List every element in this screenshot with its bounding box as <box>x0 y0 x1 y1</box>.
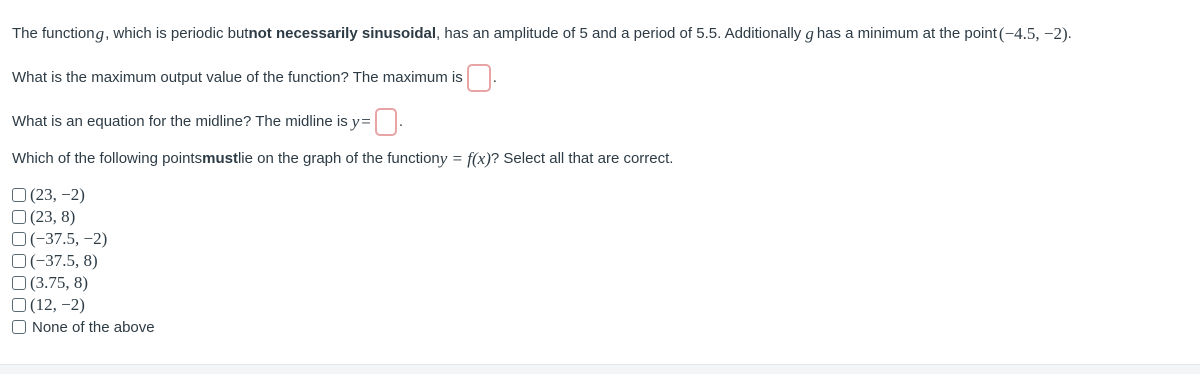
midline-prompt: What is an equation for the midline? The midline is <box>12 113 348 130</box>
option-4[interactable] <box>12 250 155 272</box>
points-text-1: Which of the following points <box>12 150 203 167</box>
option-2-label: (23, 8) <box>30 207 76 226</box>
intro-var-g: g <box>95 24 105 43</box>
intro-text-5: . <box>1067 25 1072 42</box>
intro-var-g2: g <box>805 24 814 43</box>
question-midline <box>12 108 403 136</box>
midline-period: . <box>398 113 404 130</box>
option-none[interactable] <box>12 316 155 338</box>
option-none-label: None of the above <box>32 318 155 336</box>
option-5[interactable] <box>12 272 155 294</box>
option-5-label: (3.75, 8) <box>30 273 89 292</box>
option-none-checkbox[interactable] <box>12 320 26 334</box>
option-1-checkbox[interactable] <box>12 188 26 202</box>
option-4-label: (−37.5, 8) <box>30 251 98 270</box>
option-6-checkbox[interactable] <box>12 298 26 312</box>
page-footer-divider <box>0 364 1200 374</box>
maximum-answer-input[interactable] <box>467 64 491 92</box>
intro-text-1: The function <box>12 25 95 42</box>
intro-point: (−4.5, −2) <box>998 24 1068 43</box>
midline-equals: = <box>361 112 371 131</box>
option-1[interactable] <box>12 184 155 206</box>
maximum-period: . <box>492 69 497 86</box>
option-6[interactable] <box>12 294 155 316</box>
points-options-list <box>12 184 155 338</box>
midline-var-y: y <box>351 112 360 131</box>
midline-answer-input[interactable] <box>375 108 397 136</box>
option-3[interactable] <box>12 228 155 250</box>
question-points <box>12 149 673 169</box>
points-bold-must: must <box>202 150 238 167</box>
option-3-checkbox[interactable] <box>12 232 26 246</box>
option-5-checkbox[interactable] <box>12 276 26 290</box>
option-2[interactable] <box>12 206 155 228</box>
intro-text-3: , has an amplitude of 5 and a period of 5.5. Additionally <box>436 25 802 42</box>
intro-text-2: , which is periodic but <box>105 25 249 42</box>
points-text-2: lie on the graph of the function <box>237 150 440 167</box>
intro-bold-text: not necessarily sinusoidal <box>248 25 437 42</box>
option-4-checkbox[interactable] <box>12 254 26 268</box>
option-3-label: (−37.5, −2) <box>30 229 108 248</box>
question-intro <box>12 24 1072 44</box>
intro-text-4: has a minimum at the point <box>816 25 997 42</box>
question-maximum <box>12 64 497 92</box>
option-6-label: (12, −2) <box>30 295 85 314</box>
option-1-label: (23, −2) <box>30 185 85 204</box>
option-2-checkbox[interactable] <box>12 210 26 224</box>
points-equation: y = f(x) <box>439 149 491 168</box>
points-text-3: ? Select all that are correct. <box>490 150 674 167</box>
maximum-prompt: What is the maximum output value of the function? The maximum is <box>12 69 463 86</box>
